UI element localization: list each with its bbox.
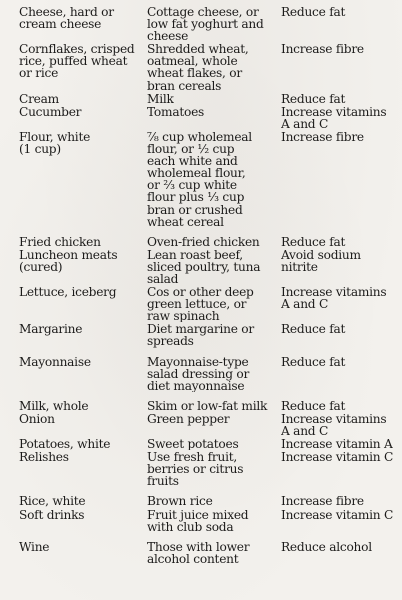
food-line: Rice, white [19, 494, 86, 508]
substitute-line: flour plus ⅓ cup [147, 190, 245, 205]
substitute-line: Sweet potatoes [147, 437, 239, 451]
substitute-line: Brown rice [147, 494, 213, 508]
reason-cell [281, 348, 401, 392]
substitute-cell [147, 248, 281, 285]
table-row [19, 322, 401, 347]
food-cell [19, 412, 147, 437]
table-row [19, 92, 401, 105]
substitute-line: cheese [147, 29, 189, 43]
reason-cell [281, 437, 401, 450]
substitute-cell [147, 42, 281, 91]
reason-cell [281, 285, 401, 322]
substitute-line: fruits [147, 474, 179, 488]
food-cell [19, 285, 147, 322]
reason-line: Increase fibre [281, 494, 364, 508]
substitute-line: Cottage cheese, or [147, 6, 259, 19]
reason-line: Reduce fat [281, 6, 346, 19]
table-row [19, 105, 401, 130]
reason-cell [281, 322, 401, 347]
food-cell [19, 487, 147, 507]
substitution-table-body [19, 6, 401, 565]
substitute-line: or ⅔ cup white [147, 178, 237, 193]
substitute-line: salad dressing or [147, 366, 250, 381]
substitute-cell [147, 92, 281, 105]
reason-line: Reduce fat [281, 322, 346, 337]
substitute-line: wholemeal flour, [147, 166, 246, 181]
substitution-table [19, 6, 401, 565]
food-line: Lettuce, iceberg [19, 285, 117, 300]
food-line: or rice [19, 66, 59, 81]
food-line: Margarine [19, 322, 83, 337]
substitute-line: Fruit juice mixed [147, 507, 249, 522]
substitute-cell [147, 487, 281, 507]
substitute-line: spreads [147, 334, 194, 348]
food-line: Cream [19, 91, 59, 105]
substitute-cell [147, 412, 281, 437]
reason-cell [281, 392, 401, 412]
substitute-cell [147, 392, 281, 412]
food-cell [19, 105, 147, 130]
substitute-line: ⅞ cup wholemeal [147, 129, 252, 144]
table-row [19, 42, 401, 91]
food-cell [19, 533, 147, 565]
food-cell [19, 450, 147, 487]
substitute-cell [147, 322, 281, 347]
food-line: Cheese, hard or [19, 6, 114, 19]
substitute-line: Oven-fried chicken [147, 234, 260, 248]
substitute-line: each white and [147, 154, 238, 169]
food-line: Cucumber [19, 104, 82, 119]
reason-cell [281, 248, 401, 285]
substitute-line: Those with lower [147, 539, 250, 554]
food-cell [19, 42, 147, 91]
table-row [19, 450, 401, 487]
substitute-cell [147, 130, 281, 228]
reason-line: A and C [281, 116, 329, 130]
reason-line: Increase vitamins [281, 104, 387, 119]
food-line: Soft drinks [19, 507, 85, 522]
table-row [19, 248, 401, 285]
substitute-cell [147, 348, 281, 392]
substitute-cell [147, 6, 281, 42]
substitute-line: alcohol content [147, 551, 239, 565]
substitute-line: raw spinach [147, 309, 220, 323]
substitute-line: with club soda [147, 519, 234, 533]
table-row [19, 437, 401, 450]
table-row [19, 392, 401, 412]
food-line: Milk, whole [19, 398, 89, 412]
reason-cell [281, 42, 401, 91]
food-cell [19, 248, 147, 285]
substitute-line: wheat flakes, or [147, 66, 242, 81]
table-row [19, 533, 401, 565]
substitute-line: bran cereals [147, 78, 222, 92]
reason-cell [281, 105, 401, 130]
reason-cell [281, 92, 401, 105]
food-line: (1 cup) [19, 142, 61, 157]
substitute-line: berries or citrus [147, 462, 244, 477]
substitute-line: diet mayonnaise [147, 378, 245, 392]
table-row [19, 285, 401, 322]
substitute-line: Skim or low-fat milk [147, 398, 268, 412]
reason-line: Reduce alcohol [281, 539, 372, 554]
reason-line: Reduce fat [281, 354, 346, 369]
table-row [19, 228, 401, 248]
substitute-cell [147, 285, 281, 322]
food-line: Cornflakes, crisped [19, 42, 135, 57]
food-line: (cured) [19, 259, 63, 274]
substitute-line: Tomatoes [147, 104, 205, 119]
substitute-cell [147, 105, 281, 130]
reason-line: A and C [281, 424, 329, 438]
reason-cell [281, 533, 401, 565]
substitute-cell [147, 437, 281, 450]
reason-line: Reduce fat [281, 91, 346, 105]
reason-line: Increase vitamin C [281, 507, 394, 522]
substitute-cell [147, 450, 281, 487]
reason-line: A and C [281, 297, 329, 312]
substitute-line: Lean roast beef, [147, 247, 243, 262]
substitute-line: flour, or ½ cup [147, 142, 235, 157]
substitute-line: salad [147, 271, 179, 286]
food-line: cream cheese [19, 17, 102, 32]
food-line: Wine [19, 539, 50, 554]
substitute-line: oatmeal, whole [147, 54, 238, 69]
reason-line: Increase fibre [281, 42, 364, 57]
food-cell [19, 6, 147, 42]
food-line: Luncheon meats [19, 247, 118, 262]
substitute-line: green lettuce, or [147, 297, 247, 312]
reason-line: Reduce fat [281, 398, 346, 412]
food-cell [19, 392, 147, 412]
food-cell [19, 348, 147, 392]
food-line: Fried chicken [19, 234, 101, 248]
substitute-cell [147, 228, 281, 248]
table-row [19, 130, 401, 228]
substitute-line: Mayonnaise-type [147, 354, 249, 369]
food-cell [19, 322, 147, 347]
table-row [19, 508, 401, 533]
substitute-line: wheat cereal [147, 214, 224, 228]
food-cell [19, 437, 147, 450]
table-row [19, 412, 401, 437]
reason-line: Increase fibre [281, 129, 364, 144]
reason-cell [281, 487, 401, 507]
substitute-cell [147, 508, 281, 533]
substitute-cell [147, 533, 281, 565]
substitute-line: bran or crushed [147, 202, 243, 217]
reason-line: Avoid sodium [281, 247, 361, 262]
reason-line: Increase vitamin A [281, 437, 393, 451]
reason-cell [281, 450, 401, 487]
substitute-line: Shredded wheat, [147, 42, 249, 57]
substitute-line: sliced poultry, tuna [147, 259, 261, 274]
reason-line: Reduce fat [281, 234, 346, 248]
substitute-line: Diet margarine or [147, 322, 254, 337]
table-row [19, 6, 401, 42]
substitute-line: Milk [147, 91, 174, 105]
reason-cell [281, 228, 401, 248]
food-line: Mayonnaise [19, 354, 91, 369]
food-cell [19, 508, 147, 533]
reason-cell [281, 130, 401, 228]
table-row [19, 487, 401, 507]
food-cell [19, 92, 147, 105]
substitute-line: Use fresh fruit, [147, 450, 237, 465]
reason-cell [281, 6, 401, 42]
food-cell [19, 228, 147, 248]
reason-line: nitrite [281, 259, 318, 274]
food-line: Onion [19, 411, 55, 426]
reason-line: Increase vitamin C [281, 450, 394, 465]
substitute-line: Cos or other deep [147, 285, 254, 300]
reason-line: Increase vitamins [281, 285, 387, 300]
reason-cell [281, 412, 401, 437]
reason-line: Increase vitamins [281, 411, 387, 426]
food-line: rice, puffed wheat [19, 54, 128, 69]
food-cell [19, 130, 147, 228]
food-line: Relishes [19, 450, 69, 465]
reason-cell [281, 508, 401, 533]
food-line: Potatoes, white [19, 437, 111, 451]
table-row [19, 348, 401, 392]
substitute-line: Green pepper [147, 411, 230, 426]
food-line: Flour, white [19, 129, 91, 144]
substitute-line: low fat yoghurt and [147, 17, 264, 32]
